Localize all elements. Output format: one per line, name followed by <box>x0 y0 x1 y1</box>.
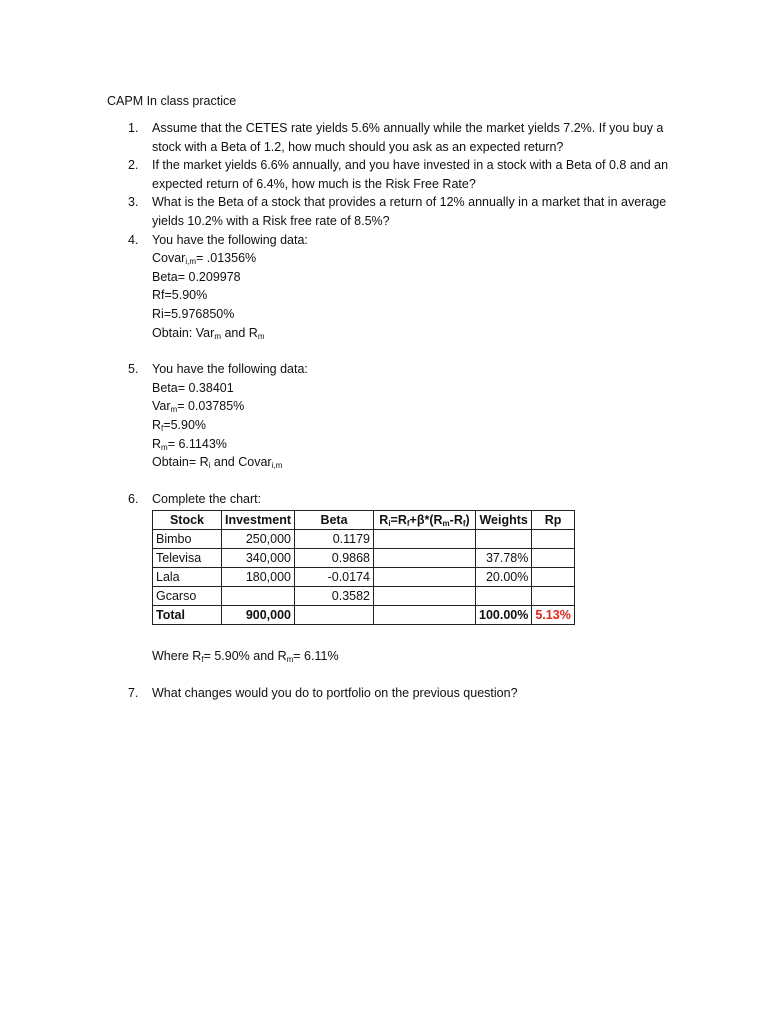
question-number: 3. <box>128 195 139 210</box>
cell-rp-highlight: 5.13% <box>532 606 574 625</box>
cell-weights: 37.78% <box>476 549 532 568</box>
table-row <box>153 587 575 606</box>
cell-beta: 0.3582 <box>295 587 374 606</box>
cell-investment: 180,000 <box>222 568 295 587</box>
question-text: What changes would you do to portfolio on the previous question? <box>152 685 518 700</box>
question-2 <box>128 156 672 193</box>
question-text: You have the following data: <box>152 362 308 377</box>
data-line-beta: Beta= 0.38401 <box>152 380 234 395</box>
cell-investment: 900,000 <box>222 606 295 625</box>
header-expected-return-formula: $R_i=R_f+\beta*(R_m-R_f)$ <box>374 511 476 530</box>
question-text: You have the following data: <box>152 232 308 247</box>
data-line-covar: Covar$_{i,m}$= .01356% <box>152 251 257 267</box>
page-title: CAPM In class practice <box>107 94 237 108</box>
cell-beta: 0.9868 <box>295 549 374 568</box>
question-number: 1. <box>128 121 139 135</box>
cell-weights <box>476 530 532 549</box>
header-rp: Rp <box>532 511 574 530</box>
cell-stock: Televisa <box>153 549 222 568</box>
spacer <box>152 342 672 360</box>
cell-stock: Bimbo <box>153 530 222 549</box>
cell-expected-return <box>374 568 476 587</box>
cell-expected-return <box>374 530 476 549</box>
question-1 <box>128 119 672 156</box>
cell-rp <box>532 587 574 606</box>
question-4 <box>128 231 672 361</box>
question-text: If the market yields 6.6% annually, and you have invested in a stock with a Beta of 0.8 and an expected return of 6.4%, how much is the Risk Free Rate? <box>152 158 669 191</box>
cell-weights: 100.00% <box>476 606 532 625</box>
question-number: 2. <box>128 158 139 173</box>
data-line-rm: $R_m= 6.1143\%$ <box>152 436 227 452</box>
header-stock: Stock <box>153 511 222 530</box>
cell-expected-return <box>374 549 476 568</box>
cell-expected-return <box>374 606 476 625</box>
question-number: 7. <box>128 685 139 700</box>
spacer <box>152 472 672 490</box>
data-line-ri: Ri=5.976850% <box>152 306 235 321</box>
question-list <box>128 119 672 702</box>
table-row <box>153 549 575 568</box>
data-line-obtain: Obtain= $R_i$ and Covar$_{i,m}$ <box>152 455 283 471</box>
question-number: 5. <box>128 362 139 377</box>
table-row <box>153 530 575 549</box>
cell-beta: -0.0174 <box>295 568 374 587</box>
header-beta: Beta <box>295 511 374 530</box>
cell-investment <box>222 587 295 606</box>
question-text: Complete the chart: <box>152 491 262 506</box>
cell-investment: 340,000 <box>222 549 295 568</box>
header-weights: Weights <box>476 511 532 530</box>
cell-rp <box>532 549 574 568</box>
question-3 <box>128 193 672 230</box>
cell-stock: Total <box>153 606 222 625</box>
cell-stock: Lala <box>153 568 222 587</box>
cell-weights <box>476 587 532 606</box>
question-6 <box>128 490 672 684</box>
question-text: What is the Beta of a stock that provides a return of 12% annually in a market that in average yields 10.2% with a Risk free rate of 8.5%? <box>152 195 667 228</box>
cell-beta <box>295 606 374 625</box>
cell-weights: 20.00% <box>476 568 532 587</box>
spacer <box>152 666 672 684</box>
header-investment: Investment <box>222 511 295 530</box>
cell-rp <box>532 568 574 587</box>
question-number: 6. <box>128 491 139 506</box>
question-7 <box>128 684 672 703</box>
table-row <box>153 568 575 587</box>
where-note: Where $R_f= 5.90\%$ and $R_m= 6.11\%$ <box>152 649 339 665</box>
data-line-var: Var$_m$= 0.03785% <box>152 399 245 415</box>
cell-stock: Gcarso <box>153 587 222 606</box>
question-text: Assume that the CETES rate yields 5.6% annually while the market yields 7.2%. If you buy a stock with a Beta of 1.2, how much should you ask as an expected return? <box>152 121 664 154</box>
data-line-rf: $R_f=5.90\%$ <box>152 417 207 433</box>
cell-beta: 0.1179 <box>295 530 374 549</box>
cell-rp <box>532 530 574 549</box>
cell-expected-return <box>374 587 476 606</box>
data-line-beta: Beta= 0.209978 <box>152 269 241 284</box>
data-line-obtain: Obtain: Var$_m$ and $R_m$ <box>152 325 265 341</box>
question-5 <box>128 360 672 490</box>
cell-investment: 250,000 <box>222 530 295 549</box>
question-number: 4. <box>128 232 139 247</box>
table-total-row <box>153 606 575 625</box>
data-line-rf: Rf=5.90% <box>152 288 208 303</box>
table-header-row <box>153 511 575 530</box>
portfolio-table <box>152 510 575 625</box>
